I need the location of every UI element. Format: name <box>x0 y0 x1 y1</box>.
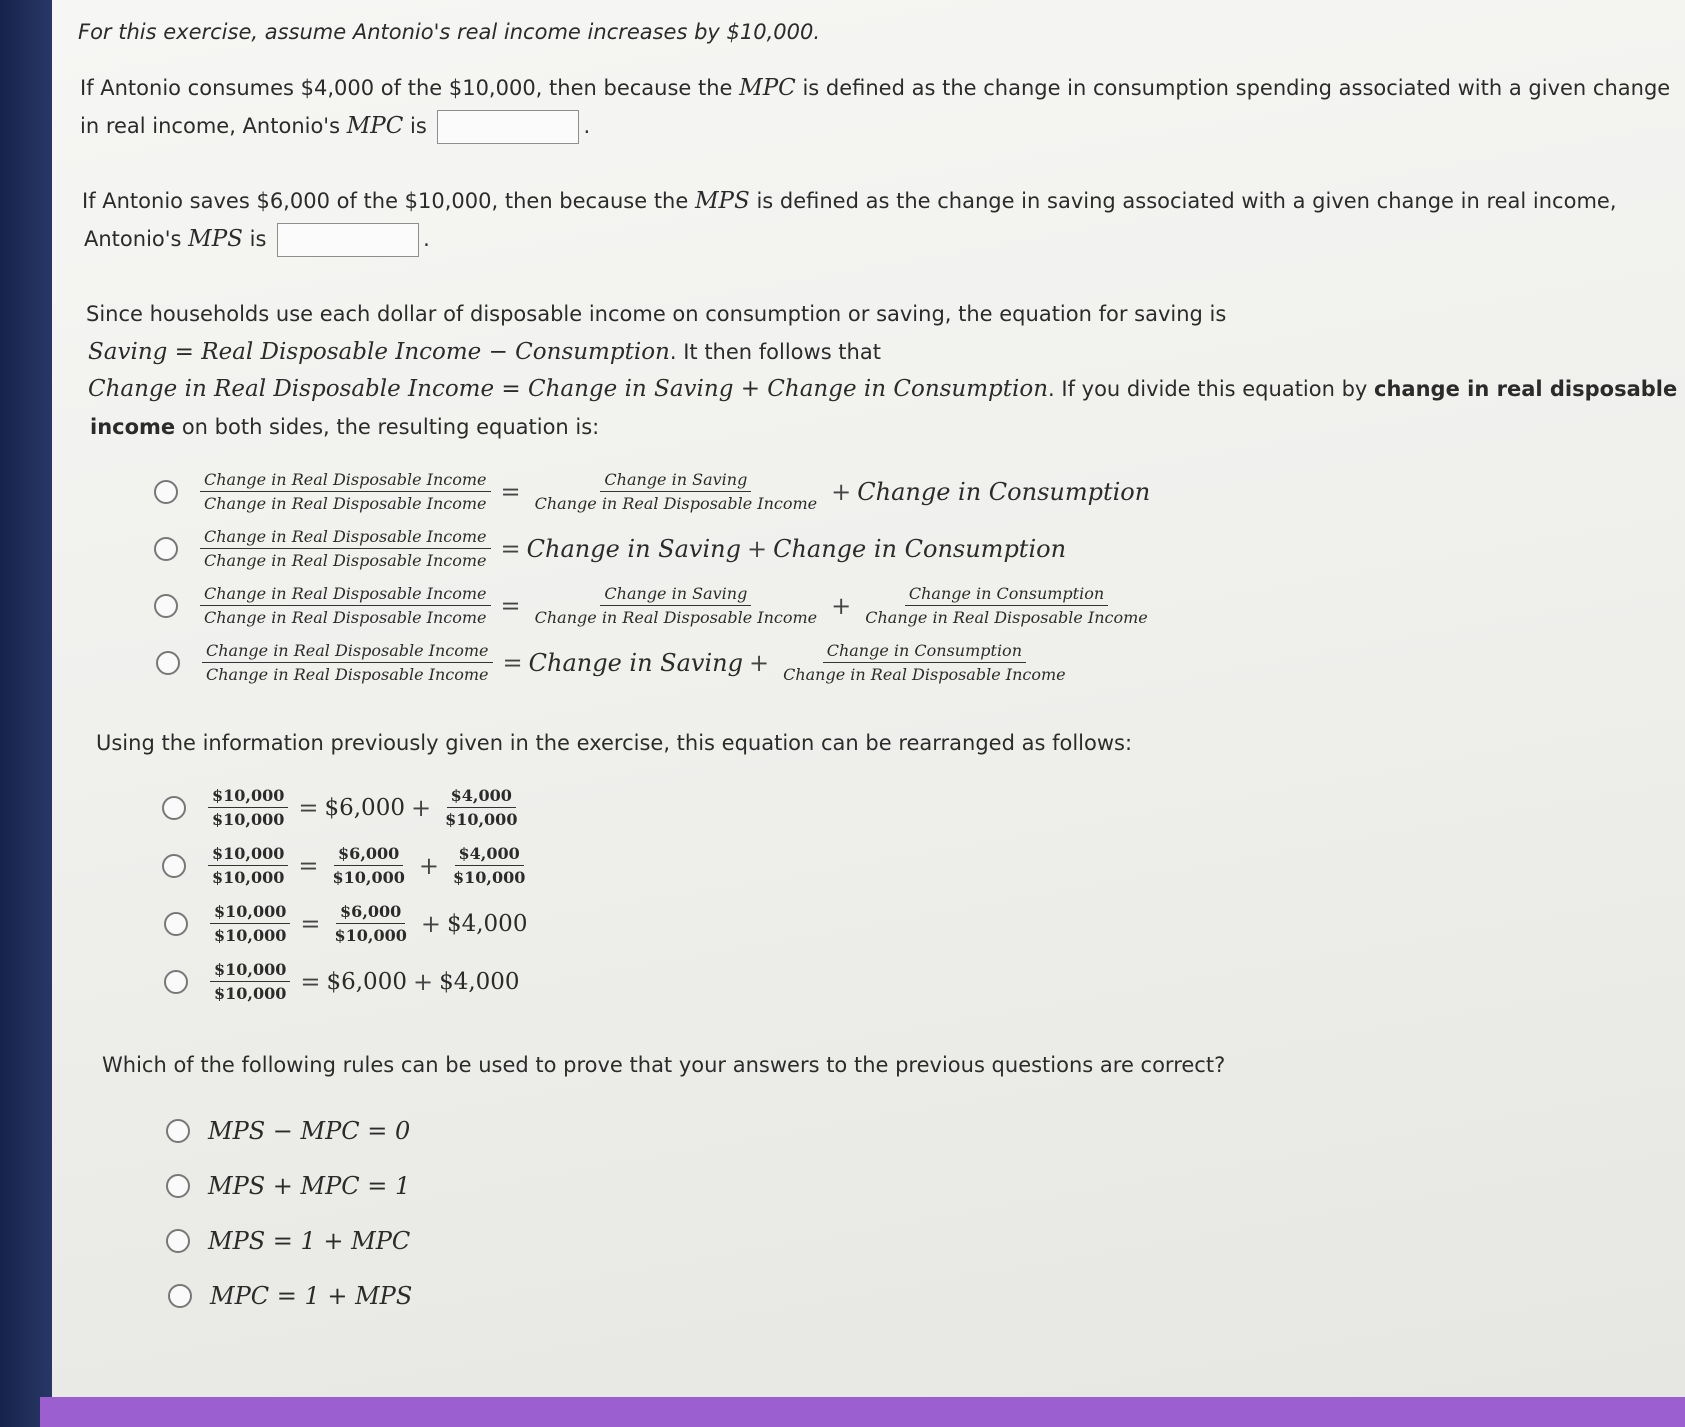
fraction: $\frac{\$4,000}{\$10,000}$ <box>452 844 526 887</box>
radio-button[interactable] <box>166 1229 190 1253</box>
fraction: $\frac{\$6,000}{\$10,000}$ <box>332 844 405 887</box>
mpc-question-line2: in real income, Antonio's MPC is . <box>80 106 590 146</box>
money-option-4[interactable]: $\frac{\$10,000}{\$10,000}$ = $6,000 + $4,000 <box>164 960 520 1003</box>
rule-option-1[interactable]: MPS − MPC = 0 <box>166 1117 410 1145</box>
fraction: $\frac{\$10,000}{\$10,000}$ <box>210 902 290 945</box>
fraction: $\frac{\$10,000}{\$10,000}$ <box>208 844 288 887</box>
radio-button[interactable] <box>164 970 188 994</box>
radio-button[interactable] <box>154 594 178 618</box>
saving-paragraph-line4: income on both sides, the resulting equation is: <box>90 415 600 439</box>
radio-button[interactable] <box>164 912 188 936</box>
saving-paragraph-line1: Since households use each dollar of disposable income on consumption or saving, the equation for saving is <box>86 302 1227 326</box>
equation-option-2[interactable]: $\frac{\text{Change in Real Disposable Income}}{\text{Change in Real Disposable Income}}$ = Change in Saving + Change in Consumption <box>154 527 1066 570</box>
left-edge-band <box>0 0 60 1427</box>
radio-button[interactable] <box>166 1119 190 1143</box>
radio-button[interactable] <box>154 537 178 561</box>
money-option-2[interactable]: $\frac{\$10,000}{\$10,000}$ = $\frac{\$6,000}{\$10,000}$ + $\frac{\$4,000}{\$10,000}$ <box>162 844 533 887</box>
rearranged-prompt: Using the information previously given in the exercise, this equation can be rearranged as follows: <box>96 731 1133 755</box>
money-option-1[interactable]: $\frac{\$10,000}{\$10,000}$ = $6,000 + $\frac{\$4,000}{\$10,000}$ <box>162 786 525 829</box>
rules-prompt: Which of the following rules can be used to prove that your answers to the previous questions are correct? <box>102 1053 1226 1077</box>
rule-option-2[interactable]: MPS + MPC = 1 <box>166 1172 410 1200</box>
fraction: $\frac{\text{Change in Saving}}{\text{Change in Real Disposable Income}}$ <box>534 470 818 513</box>
equation-option-4[interactable]: $\frac{\text{Change in Real Disposable Income}}{\text{Change in Real Disposable Income}}$ = Change in Saving + $\frac{\text{Change in Consumption}}{\text{Change in Real Disposable Income}}$ <box>156 641 1074 684</box>
mpc-question-line1: If Antonio consumes $4,000 of the $10,000, then because the MPC is defined as the change in consumption spending associated with a given change <box>80 75 1671 101</box>
equation-option-1[interactable]: $\frac{\text{Change in Real Disposable Income}}{\text{Change in Real Disposable Income}}$ = $\frac{\text{Change in Saving}}{\text{Change in Real Disposable Income}}$ + Change in Consumption <box>154 470 1150 513</box>
equation-option-3[interactable]: $\frac{\text{Change in Real Disposable Income}}{\text{Change in Real Disposable Income}}$ = $\frac{\text{Change in Saving}}{\text{Change in Real Disposable Income}}$ + $\frac{\text{Change in Consumption}}{\text{Change in Real Disposable Income}}$ <box>154 584 1156 627</box>
bottom-edge-band <box>40 1397 1685 1427</box>
fraction: $\frac{\$4,000}{\$10,000}$ <box>445 786 518 829</box>
fraction: $\frac{\text{Change in Real Disposable Income}}{\text{Change in Real Disposable Income}}$ <box>200 527 491 570</box>
saving-paragraph-line2: Saving = Real Disposable Income − Consumption. It then follows that <box>88 339 881 365</box>
fraction: $\frac{\text{Change in Real Disposable Income}}{\text{Change in Real Disposable Income}}$ <box>200 470 491 513</box>
mps-question-line2: Antonio's MPS is . <box>84 219 430 259</box>
radio-button[interactable] <box>166 1174 190 1198</box>
fraction: $\frac{\$6,000}{\$10,000}$ <box>334 902 407 945</box>
fraction: $\frac{\$10,000}{\$10,000}$ <box>208 786 288 829</box>
fraction: $\frac{\text{Change in Real Disposable Income}}{\text{Change in Real Disposable Income}}$ <box>200 584 491 627</box>
fraction: $\frac{\text{Change in Consumption}}{\text{Change in Real Disposable Income}}$ <box>865 584 1148 627</box>
mps-answer-input[interactable] <box>277 223 419 257</box>
fraction: $\frac{\$10,000}{\$10,000}$ <box>210 960 290 1003</box>
radio-button[interactable] <box>156 651 180 675</box>
radio-button[interactable] <box>154 480 178 504</box>
fraction: $\frac{\text{Change in Consumption}}{\text{Change in Real Disposable Income}}$ <box>783 641 1066 684</box>
question-page <box>52 0 1685 1397</box>
fraction: $\frac{\text{Change in Saving}}{\text{Change in Real Disposable Income}}$ <box>534 584 818 627</box>
radio-button[interactable] <box>168 1284 192 1308</box>
mpc-answer-input[interactable] <box>437 110 579 144</box>
mps-question-line1: If Antonio saves $6,000 of the $10,000, then because the MPS is defined as the change in saving associated with a given change in real income, <box>82 188 1617 214</box>
saving-paragraph-line3: Change in Real Disposable Income = Change in Saving + Change in Consumption. If you divide this equation by change in real disposable <box>88 376 1678 402</box>
radio-button[interactable] <box>162 796 186 820</box>
intro-text: For this exercise, assume Antonio's real income increases by $10,000. <box>78 20 821 44</box>
fraction: $\frac{\text{Change in Real Disposable Income}}{\text{Change in Real Disposable Income}}$ <box>202 641 493 684</box>
rule-option-3[interactable]: MPS = 1 + MPC <box>166 1227 410 1255</box>
radio-button[interactable] <box>162 854 186 878</box>
rule-option-4[interactable]: MPC = 1 + MPS <box>168 1282 412 1310</box>
money-option-3[interactable]: $\frac{\$10,000}{\$10,000}$ = $\frac{\$6,000}{\$10,000}$ + $4,000 <box>164 902 527 945</box>
